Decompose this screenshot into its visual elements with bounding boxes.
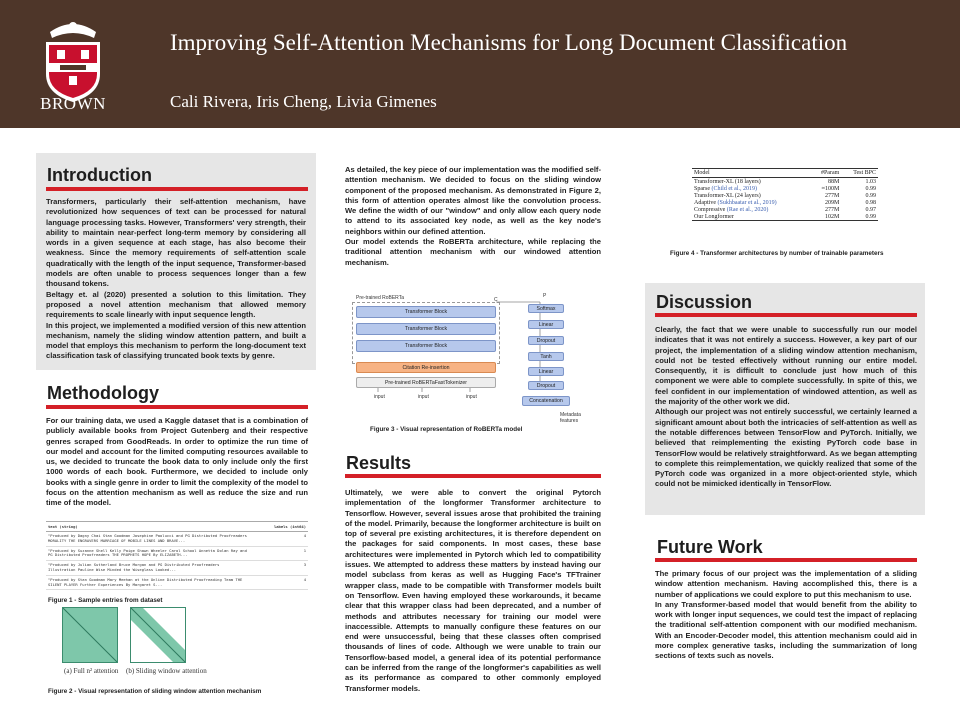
concatenation-block: Concatenation xyxy=(522,396,570,406)
future-work-underline xyxy=(655,558,917,562)
full-attention-grid-icon xyxy=(63,608,118,663)
table-row xyxy=(46,547,308,562)
p-label: P xyxy=(543,293,547,299)
results-title: Results xyxy=(346,453,412,473)
table-cell-label: 4 xyxy=(303,533,306,538)
discussion-paragraph: Although our project was not entirely successful, we certainly learned a significant amount about both the intricacies of self-attention as well as the notable differences between TensorFlow and PyTorch. Initially, we believed that reimplementing the existing PyTorch code base in TensorFlow would be relatively straightforward. As we began attempting to complete this reimplementation, we quickly realized that some of the PyTorch code was organized in a more object-oriented style, which could not be mimicked identically in TensorFlow. xyxy=(655,407,917,489)
table-cell-param: 88M xyxy=(827,178,840,185)
table-cell-param: 277M xyxy=(824,206,840,213)
table-row xyxy=(46,561,308,576)
table-cell-text: "Produced by Julian Sutherland Bruce Morgan and PG Distributed Proofreaders Illustration Pauline Wise Minded the Wiseglass Looked... xyxy=(48,562,220,572)
table-cell-bpc: 0.97 xyxy=(865,206,876,213)
table-cell-text: "Produced by Dagny Chai Stan Goodman Josephine Paolucci and PG Distributed Proofreaders MORALITY THE ENGRAVERS MARRIAGE OF MOBILE LINES AND BRAVE... xyxy=(48,533,247,543)
sliding-window-band-icon xyxy=(131,608,186,663)
table-row xyxy=(692,199,878,206)
citation-reinsertion-block: Citation Re-insertion xyxy=(356,362,496,373)
table-cell-bpc: 0.99 xyxy=(865,185,876,192)
figure-4-table xyxy=(692,168,878,221)
table-cell-bpc: 0.99 xyxy=(841,213,878,221)
model-citation: (Rae et al., 2020) xyxy=(726,206,769,213)
table-cell-param: 102M xyxy=(811,213,842,221)
figure-2-label-a: (a) Full n² attention xyxy=(64,667,119,675)
metadata-features-label: Metadata features xyxy=(560,412,581,424)
implementation-paragraph: Our model extends the RoBERTa architecture, while replacing the traditional attention mechanism with our windowed attention mechanism. xyxy=(345,237,601,267)
results-text xyxy=(345,488,601,694)
table-cell-model xyxy=(692,199,811,206)
discussion-paragraph: Clearly, the fact that we were unable to successfully run our model indicates that it was not entirely a success. However, a key part of our project, the implementation of a sliding window attention mechanism, could not be tested effectively without running our entire model. Consequently, it is difficult to conclude just how much of this component we were able to complete successfully. In spite of this, we feel confident in our implementation of windowed attention, as well as the majority of the other work we did. xyxy=(655,325,917,407)
methodology-underline xyxy=(46,405,308,409)
tanh-block: Tanh xyxy=(528,352,564,361)
model-name: Sparse xyxy=(694,185,712,192)
table-cell-bpc: 0.99 xyxy=(865,192,876,199)
dropout-block: Dropout xyxy=(528,381,564,390)
linear-block: Linear xyxy=(528,320,564,329)
model-name: Compressive xyxy=(694,206,727,213)
introduction-paragraph: Transformers, particularly their self-attention mechanism, have revolutionized how sequences of text can be processed for natural language processing tasks. However, Transformers' very strength, their ability to maintain near-perfect long-term memory by considering all words in a given sequence at each stage, has also become their weakness. Since the memory requirements of self-attention scale quadratically with the length of the input sequence, Transformer-based models are often unable to process sequences longer than a few thousand tokens. xyxy=(46,197,306,289)
model-name: Adaptive xyxy=(694,199,718,206)
input-label: input xyxy=(374,394,385,400)
figure-1-table xyxy=(46,521,308,587)
sliding-window-matrix xyxy=(130,607,186,663)
poster-title: Improving Self-Attention Mechanisms for Long Document Classification xyxy=(170,30,848,55)
table-row xyxy=(692,185,878,192)
tokenizer-block: Pre-trained RoBERTaFastTokenizer xyxy=(356,377,496,388)
figure-3-caption: Figure 3 - Visual representation of RoBERTa model xyxy=(370,426,523,433)
discussion-text xyxy=(655,325,917,490)
table-header-row xyxy=(692,169,878,178)
figure-2-caption: Figure 2 - Visual representation of sliding window attention mechanism xyxy=(48,688,262,695)
model-citation: (Sukhbaatar et al., 2019) xyxy=(717,199,777,206)
table-header-cell: #Param xyxy=(811,169,842,178)
model-citation: (Child et al., 2019) xyxy=(711,185,757,192)
brown-logo-text: BROWN xyxy=(40,94,106,113)
transformer-block: Transformer Block xyxy=(356,306,496,318)
dropout-block: Dropout xyxy=(528,336,564,345)
introduction-underline xyxy=(46,187,308,191)
table-row xyxy=(692,213,878,221)
poster-header xyxy=(0,0,960,128)
introduction-paragraph: Beltagy et. al (2020) presented a solution to this limitation. They proposed a novel attention mechanism that allowed memory requirements to scale linearly with input sequence length. xyxy=(46,289,306,320)
model-name: Our Longformer xyxy=(694,213,734,220)
model-name: Transformer-XL (18 layers) xyxy=(694,178,761,185)
future-work-title: Future Work xyxy=(657,537,763,557)
methodology-title: Methodology xyxy=(47,383,159,403)
figure-2-label-b: (b) Sliding window attention xyxy=(126,667,207,675)
table-cell-model xyxy=(692,178,811,186)
table-cell-model xyxy=(692,185,811,192)
future-work-paragraph: In any Transformer-based model that would benefit from the ability to work with longer input sequences, we could test the impact of replacing the traditional self-attention component with our modified mechanism. With an Encoder-Decoder model, this attention mechanism could aid in more complex generative tasks, including the summarization of long sections of texts such as novels. xyxy=(655,599,917,661)
discussion-title: Discussion xyxy=(656,292,753,312)
figure-1-header-labels: labels (int64) xyxy=(273,524,306,529)
table-cell-label: 1 xyxy=(303,547,306,553)
future-work-paragraph: The primary focus of our project was the implementation of a sliding window attention mechanism. Having accomplished this, there is a number of applications we could explore to put this mechanism to use. xyxy=(655,569,917,599)
softmax-block: Softmax xyxy=(528,304,564,313)
input-label: input xyxy=(466,394,477,400)
discussion-underline xyxy=(655,313,917,317)
table-cell-model xyxy=(692,192,811,199)
table-cell-param: ≈100M xyxy=(821,185,840,192)
implementation-text xyxy=(345,165,601,268)
table-header-cell: Model xyxy=(692,169,811,178)
methodology-paragraph: For our training data, we used a Kaggle dataset that is a combination of publicly available books from Project Gutenberg and their respective genres scraped from GoodReads. In order to optimize the run time of our model and account for the limited computing resources available to us, we decided to truncate the book data to only include only the first 1000 words of each book. Furthermore, we decided to include only books with a single genre in order to limit the complexity of the model to focus on the attention mechanism as well as reduce the size and run time of the model. xyxy=(46,416,309,508)
poster-authors: Cali Rivera, Iris Cheng, Livia Gimenes xyxy=(170,92,437,111)
table-cell-param: 209M xyxy=(824,199,840,206)
transformer-block: Transformer Block xyxy=(356,323,496,335)
results-paragraph: Ultimately, we were able to convert the original Pytorch implementation of the longformer Transformer architecture to Tensorflow. However, several issues arose that prohibited the training of the model. Primarily, because the longformer architecture is built on top of several pre existing architectures, it is therefore dependent on the packages for said components. In most cases, these base architectures were implemented in Pytorch which led to compatibility issues. We attempted to address these matters by instead having our model subclass from keras as well as Hugging Face's TFTrainer wrapper class, made to be compatible with Transformer models built on Tensorflow. Even having employed these workarounds, it became clear that this wrapper class had been deprecated, and a number of methods and attributes necessary for training our model were inaccessible. Attempts to manually configure these features on our end were unsuccessful, being that these classes often comprised thousands of lines of code. Although we were unable to train our Tensorflow-based model, a general idea of its potential performance can be inferred from the range of the longformer's capabilities as well as its performance as compared to other commonly employed Transformer models. xyxy=(345,488,601,693)
introduction-text xyxy=(46,197,306,362)
introduction-title: Introduction xyxy=(47,165,152,185)
table-row xyxy=(692,178,878,186)
table-row xyxy=(46,532,308,547)
table-row xyxy=(692,192,878,199)
table-cell-param: 277M xyxy=(824,192,840,199)
figure-1-header xyxy=(46,522,308,532)
table-cell-text: "Produced by Stan Goodman Mary Meehan at the Online Distributed Proofreading Team THE SILENT PLAYER Further Experiences By Margaret S... xyxy=(48,576,243,587)
introduction-paragraph: In this project, we implemented a modified version of this new attention mechanism, namely the sliding window attention pattern, and built a model that employs this mechanism to perform the long-document text classification task of classifying truncated book texts by genre. xyxy=(46,320,306,361)
future-work-text xyxy=(655,569,917,662)
figure-1-header-text: text (string) xyxy=(48,524,78,529)
results-underline xyxy=(345,474,601,478)
table-cell-label: 4 xyxy=(303,576,306,582)
model-name: Transformer-XL (24 layers) xyxy=(694,192,761,199)
table-cell-text: "Produced by Suzanne Shell Kelly Paige Shawn Wheeler Carol School Annetta Dolan Ray and PG Distributed Proofreaders THE PROPHETS HOPE By ELIZABETH... xyxy=(48,547,247,558)
methodology-text xyxy=(46,416,308,509)
implementation-paragraph: As detailed, the key piece of our implementation was the modified self-attention mechanism. We decided to focus on the sliding window component of the proposed mechanism. As demonstrated in Figure 2, this form of attention operates almost like the convolution process. We define the width of our "window" and only allow each query node to attend to its associated key node, as well as the key node's neighbors within our defined attention. xyxy=(345,165,601,236)
table-header-cell: Test BPC xyxy=(841,169,878,178)
table-cell-model xyxy=(692,213,811,221)
table-cell-bpc: 0.98 xyxy=(865,199,876,206)
figure-1-caption: Figure 1 - Sample entries from dataset xyxy=(48,597,163,604)
input-label: input xyxy=(418,394,429,400)
figure-4-caption: Figure 4 - Transformer architectures by number of trainable parameters xyxy=(670,250,884,257)
table-row xyxy=(46,576,308,591)
linear-block: Linear xyxy=(528,367,564,376)
table-cell-bpc: 1.03 xyxy=(865,178,876,185)
full-attention-matrix xyxy=(62,607,118,663)
table-cell-label: 3 xyxy=(303,562,306,568)
c-label: C xyxy=(494,297,498,303)
table-row xyxy=(692,206,878,213)
transformer-block: Transformer Block xyxy=(356,340,496,352)
table-cell-model xyxy=(692,206,811,213)
pretrained-roberta-label: Pre-trained RoBERTa xyxy=(356,295,404,301)
